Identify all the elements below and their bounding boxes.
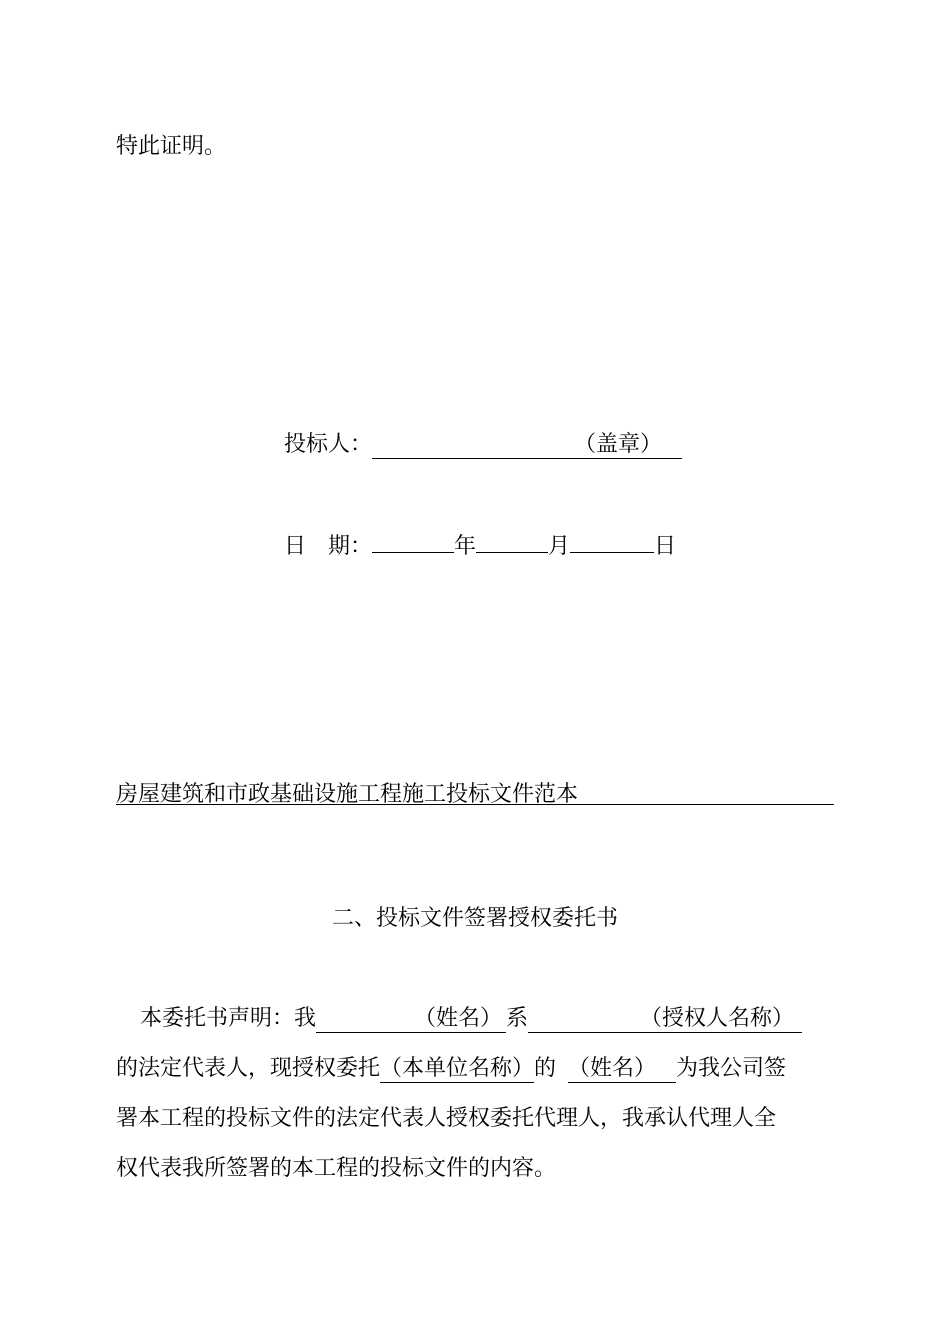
auth-text-1b: 系: [506, 1006, 529, 1031]
bidder-seal-field: [372, 432, 682, 459]
name-field-2: [568, 1056, 676, 1083]
section-title: 二、投标文件签署授权委托书: [331, 906, 618, 931]
closing-statement: 特此证明。: [116, 134, 227, 159]
auth-text-2c: 为我公司签: [676, 1056, 787, 1081]
name-placeholder-1: （姓名）: [414, 1006, 503, 1031]
date-line: [284, 530, 676, 562]
unit-placeholder: （本单位名称）: [380, 1056, 535, 1081]
principal-field: [528, 1006, 802, 1033]
name-field-1: [316, 1006, 506, 1033]
unit-field: [380, 1056, 534, 1083]
year-blank: [372, 530, 454, 553]
authorization-line-3: 署本工程的投标文件的法定代表人授权委托代理人，我承认代理人全: [116, 1106, 777, 1131]
day-label: 日: [654, 534, 677, 559]
header-rule: [116, 804, 834, 805]
auth-text-2b: 的: [534, 1056, 557, 1081]
seal-note: （盖章）: [574, 432, 663, 457]
bidder-signature-line: [284, 430, 682, 460]
authorization-line-1: [140, 1004, 802, 1034]
name-placeholder-2: （姓名）: [568, 1056, 657, 1081]
month-blank: [476, 530, 548, 553]
running-header: 房屋建筑和市政基础设施工程施工投标文件范本: [116, 782, 579, 807]
auth-text-2a: 的法定代表人，现授权委托: [116, 1056, 381, 1081]
bidder-label: 投标人：: [284, 432, 373, 457]
month-label: 月: [548, 534, 571, 559]
year-label: 年: [454, 534, 477, 559]
authorization-line-2: [116, 1054, 786, 1084]
principal-placeholder: （授权人名称）: [640, 1006, 795, 1031]
date-label: 日 期：: [284, 534, 373, 559]
authorization-line-4: 权代表我所签署的本工程的投标文件的内容。: [116, 1156, 557, 1181]
auth-text-1a: 本委托书声明：我: [140, 1006, 317, 1031]
day-blank: [570, 530, 654, 553]
